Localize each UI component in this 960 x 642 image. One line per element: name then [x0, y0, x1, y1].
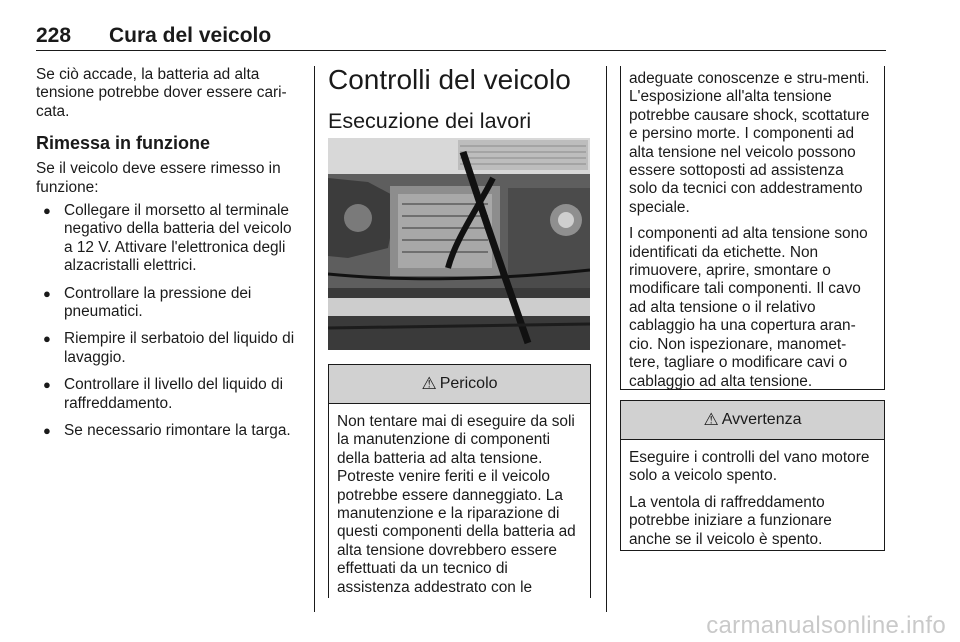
checklist: [36, 202, 302, 440]
danger-warning-body: [329, 404, 590, 597]
danger-warning-box-continued: [620, 66, 885, 390]
section-title: Cura del veicolo: [109, 24, 272, 47]
warning-triangle-icon: ⚠: [703, 410, 719, 429]
page-number: 228: [36, 24, 72, 47]
caution-warning-body: [621, 440, 884, 549]
caution-label: Avvertenza: [721, 411, 802, 428]
danger-label: Pericolo: [439, 375, 498, 392]
header-divider: [36, 50, 886, 51]
danger-warning-box: [328, 364, 591, 598]
danger-warning-header: [329, 365, 590, 404]
list-item: ● Controllare la pressione dei pneumatici.: [36, 285, 302, 322]
caution-text-2: La ventola di raffreddamento potrebbe iniziare a funzionare anche se il veicolo è spento.: [629, 493, 832, 548]
section-heading: Rimessa in funzione: [36, 133, 211, 154]
high-voltage-paragraph: I componenti ad alta tensione sono identificati da etichette. Non rimuovere, aprire, smontare o modificare tali componenti. Il cavo ad alta tensione o il relativo cablaggio ha una copertura aran-cio. Non ispezionare, manomet-tere, tagliare o modificare cavi o cablaggio ad alta tensione.: [629, 225, 868, 390]
list-item: ● Controllare il livello del liquido di raffreddamento.: [36, 376, 302, 413]
middle-header: [328, 64, 594, 134]
left-column: [36, 66, 302, 450]
warning-triangle-icon: ⚠: [421, 374, 437, 393]
watermark: carmanualsonline.info: [706, 612, 946, 639]
chapter-title: Controlli del veicolo: [328, 64, 571, 95]
list-item: ● Riempire il serbatoio del liquido di lavaggio.: [36, 330, 302, 367]
list-item: ● Se necessario rimontare la targa.: [36, 422, 302, 440]
caution-warning-box: [620, 400, 885, 551]
danger-text-continued: adeguate conoscenze e stru-menti. L'esposizione all'alta tensione potrebbe causare shock, scottature e persino morte. I componenti ad alta tensione nel veicolo possono essere sottoposti ad assistenza solo da tecnici con addestramento speciale.: [629, 70, 870, 216]
caution-text-1: Eseguire i controlli del vano motore solo a veicolo spento.: [629, 449, 870, 485]
column-divider-left: [314, 66, 315, 612]
column-divider-right: [606, 66, 607, 612]
subsection-title: Esecuzione dei lavori: [328, 109, 532, 133]
danger-text: Non tentare mai di eseguire da soli la manutenzione di componenti della batteria ad alta tensione. Potreste venire feriti e il veicolo potrebbe essere danneggiato. La manutenzione e la riparazione di questi componenti della batteria ad alta tensione dovrebbero essere effettuati da un tecnico di assistenza addestrato con le: [337, 413, 576, 596]
caution-warning-header: [621, 401, 884, 440]
list-item: ● Collegare il morsetto al terminale negativo della batteria del veicolo a 12 V. Attivare l'elettronica degli alzacristalli elettrici.: [36, 202, 302, 276]
page-header: [36, 24, 886, 52]
danger-warning-body-continued: [621, 66, 884, 391]
intro-paragraph: Se ciò accade, la batteria ad alta tensione potrebbe dover essere cari-cata.: [36, 66, 287, 120]
lead-paragraph: Se il veicolo deve essere rimesso in funzione:: [36, 160, 281, 196]
engine-bay-photo-icon: [328, 138, 590, 350]
